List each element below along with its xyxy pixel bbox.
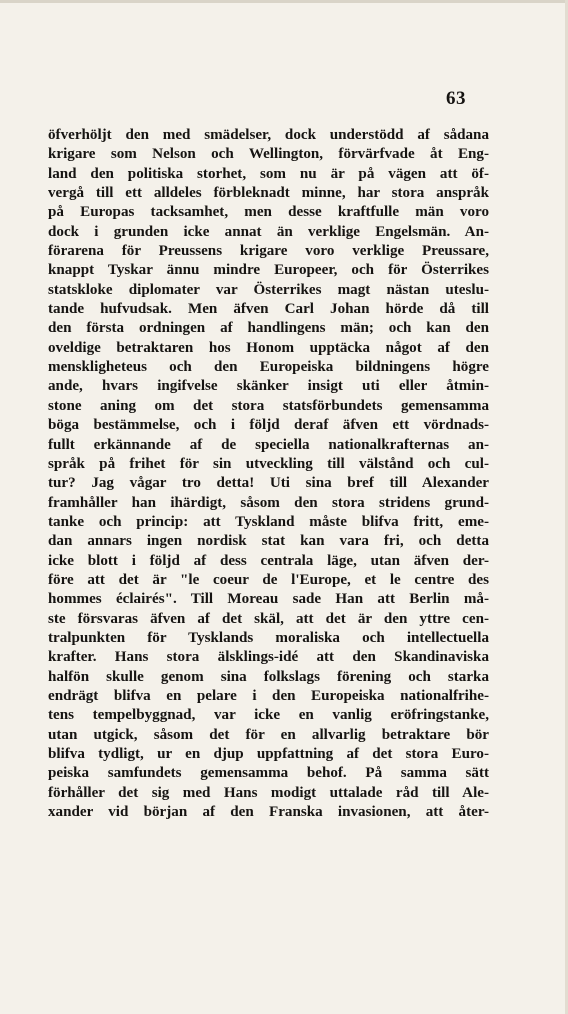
text-line: hommes éclairés". Till Moreau sade Han att Berlin må-	[48, 591, 489, 608]
text-line: tens tempelbyggnad, var icke en vanlig eröfringstanke,	[48, 707, 489, 724]
text-line: xander vid början af den Franska invasionen, att åter-	[48, 804, 489, 821]
text-line: land den politiska storhet, som nu är på vägen att öf-	[48, 165, 489, 182]
text-line: menskligheteus och den Europeiska bildningens högre	[48, 359, 489, 376]
text-line: dock i grunden icke annat än verklige Engelsmän. An-	[48, 223, 489, 240]
page-number: 63	[446, 88, 466, 109]
text-line: förhåller det sig med Hans modigt uttalade råd till Ale-	[48, 784, 489, 801]
text-line: knappt Tyskar ännu mindre Europeer, och för Österrikes	[48, 262, 489, 279]
text-line: ste försvaras äfven af det skäl, att det är den yttre cen-	[48, 610, 489, 627]
text-line: dan annars ingen nordisk stat kan vara fri, och detta	[48, 533, 489, 550]
text-line: tralpunkten för Tysklands moraliska och intellectuella	[48, 629, 489, 646]
text-line: tanke och princip: att Tyskland måste blifva fritt, eme-	[48, 513, 489, 530]
text-line: framhåller han ihärdigt, såsom den stora stridens grund-	[48, 494, 489, 511]
body-text	[48, 126, 489, 822]
text-line: tur? Jag vågar tro detta! Uti sina bref till Alexander	[48, 475, 489, 492]
page-edge-top	[0, 0, 568, 3]
text-line: vergå till ett alldeles förbleknadt minne, har stora anspråk	[48, 185, 489, 202]
text-line: öfverhöljt den med smädelser, dock understödd af sådana	[48, 127, 489, 143]
text-line: endrägt blifva en pelare i den Europeiska nationalfrihe-	[48, 687, 489, 704]
text-line: fullt erkännande af de speciella nationalkrafternas an-	[48, 436, 489, 453]
text-line: halfön skulle genom sina folkslags förening och starka	[48, 668, 489, 685]
text-line: på Europas tacksamhet, men desse kraftfulle män voro	[48, 204, 489, 221]
text-line: den första ordningen af handlingens män; och kan den	[48, 320, 489, 337]
text-line: stone aning om det stora statsförbundets gemensamma	[48, 397, 489, 414]
text-line: böga bestämmelse, och i följd deraf äfven ett vördnads-	[48, 417, 489, 434]
text-line: ande, hvars ingifvelse skänker insigt uti eller åtmin-	[48, 378, 489, 395]
text-line: krafter. Hans stora älsklings-idé att den Skandinaviska	[48, 649, 489, 666]
text-line: utan utgick, såsom det för en allvarlig betraktare bör	[48, 726, 489, 743]
text-line: tande hufvudsak. Men äfven Carl Johan hörde då till	[48, 301, 489, 318]
text-line: före att det är "le coeur de l'Europe, et le centre des	[48, 571, 489, 588]
text-line: statskloke diplomater var Österrikes magt nästan uteslu-	[48, 281, 489, 298]
text-line: språk på frihet för sin utveckling till välstånd och cul-	[48, 455, 489, 472]
text-line: förarena för Preussens krigare voro verklige Preussare,	[48, 243, 489, 260]
text-line: icke blott i följd af dess centrala läge, utan äfven der-	[48, 552, 489, 569]
text-line: krigare som Nelson och Wellington, förvärfvade åt Eng-	[48, 146, 489, 163]
text-line: oveldige betraktaren hos Honom upptäcka något af den	[48, 339, 489, 356]
text-line: peiska samfundets gemensamma behof. På samma sätt	[48, 765, 489, 782]
text-line: blifva tydligt, ur en djup uppfattning af det stora Euro-	[48, 746, 489, 762]
